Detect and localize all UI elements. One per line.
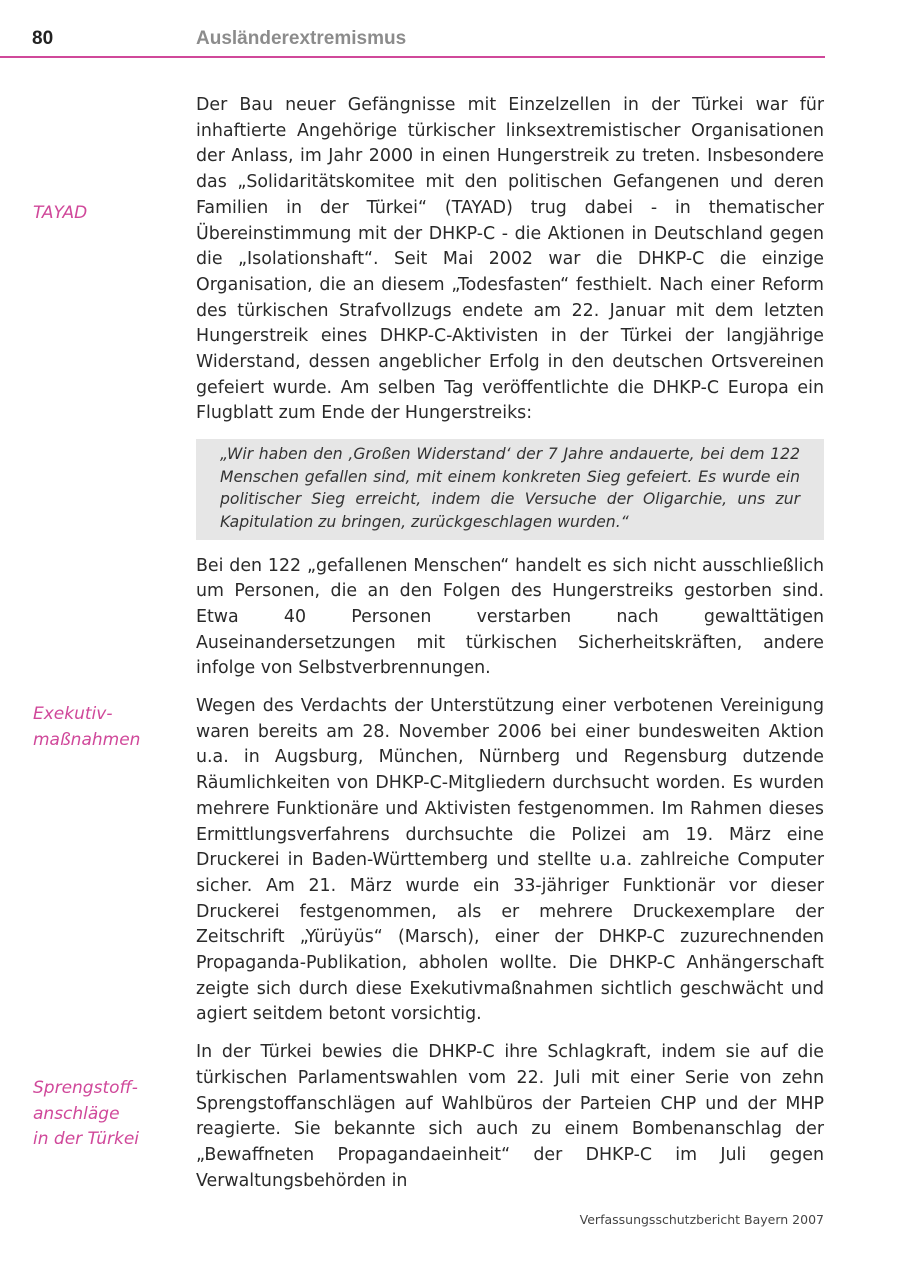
page-header [0, 26, 825, 58]
paragraph-hungerstreik: Der Bau neuer Gefängnisse mit Einzelzellen in der Türkei war für inhaftierte Angehörige türkischer linksextremistischer Organisationen der Anlass, im Jahr 2000 in einen Hungerstreik zu treten. Insbesondere das „Solidaritätskomitee mit den politischen Gefangenen und deren Familien in der Türkei“ (TAYAD) trug dabei - in thematischer Übereinstimmung mit der DHKP-C - die Aktionen in Deutschland gegen die „Isolationshaft“. Seit Mai 2002 war die DHKP-C die einzige Organisation, die an diesem „Todesfasten“ festhielt. Nach einer Reform des türkischen Strafvollzugs endete am 22. Januar mit dem letzten Hungerstreik eines DHKP-C-Aktivisten in der Türkei der langjährige Widerstand, dessen angeblicher Erfolg in den deutschen Ortsvereinen gefeiert wurde. Am selben Tag veröffentlichte die DHKP-C Europa ein Flugblatt zum Ende der Hungerstreiks: [196, 95, 824, 424]
paragraph-sprengstoffanschlaege: In der Türkei bewies die DHKP-C ihre Schlagkraft, indem sie auf die türkischen Parlamentswahlen vom 22. Juli mit einer Serie von zehn Sprengstoffanschlägen auf Wahlbüros der Parteien CHP und der MHP reagierte. Sie bekannte sich auch zu einem Bombenanschlag der „Bewaffneten Propagandaeinheit“ der DHKP-C im Juli gegen Verwaltungsbehörden in [196, 1042, 824, 1191]
margin-note-tayad: TAYAD [33, 203, 88, 223]
margin-note-sprengstoffanschlaege: Sprengstoff- anschläge in der Türkei [33, 1078, 140, 1149]
paragraph-exekutivmassnahmen: Wegen des Verdachts der Unterstützung einer verbotenen Vereinigung waren bereits am 28. November 2006 bei einer bundesweiten Aktion u.a. in Augsburg, München, Nürnberg und Regensburg dutzende Räumlichkeiten von DHKP-C-Mitgliedern durchsucht worden. Es wurden mehrere Funktionäre und Aktivisten festgenommen. Im Rahmen dieses Ermittlungsverfahrens durchsuchte die Polizei am 19. März eine Druckerei in Baden-Württemberg und stellte u.a. zahlreiche Computer sicher. Am 21. März wurde ein 33-jähriger Funktionär vor dieser Druckerei festgenommen, als er mehrere Druckexemplare der Zeitschrift „Yürüyüs“ (Marsch), einer der DHKP-C zuzurechnenden Propaganda-Publikation, abholen wollte. Die DHKP-C Anhängerschaft zeigte sich durch diese Exekutivmaßnahmen sichtlich geschwächt und agiert seitdem betont vorsichtig. [196, 696, 824, 1025]
section-title: Ausländerextremismus [196, 28, 407, 49]
paragraph-gefallene: Bei den 122 „gefallenen Menschen“ handelt es sich nicht ausschließlich um Personen, die an den Folgen des Hungerstreiks gestorben sind. Etwa 40 Personen verstarben nach gewalttätigen Auseinandersetzungen mit türkischen Sicherheitskräften, andere infolge von Selbstverbrennungen. [196, 555, 824, 679]
quote-block: „Wir haben den ‚Großen Widerstand‘ der 7 Jahre andauerte, bei dem 122 Menschen gefallen sind, mit einem konkreten Sieg gefeiert. Es wurde ein politischer Sieg erreicht, indem die Versuche der Oligarchie, uns zur Kapitulation zu bringen, zurückgeschlagen wurden.“ [196, 439, 824, 539]
margin-note-exekutivmassnahmen: Exekutiv- maßnahmen [33, 704, 141, 750]
main-text [196, 93, 824, 1206]
page-number: 80 [32, 28, 54, 49]
page-footer: Verfassungsschutzbericht Bayern 2007 [579, 1212, 824, 1227]
